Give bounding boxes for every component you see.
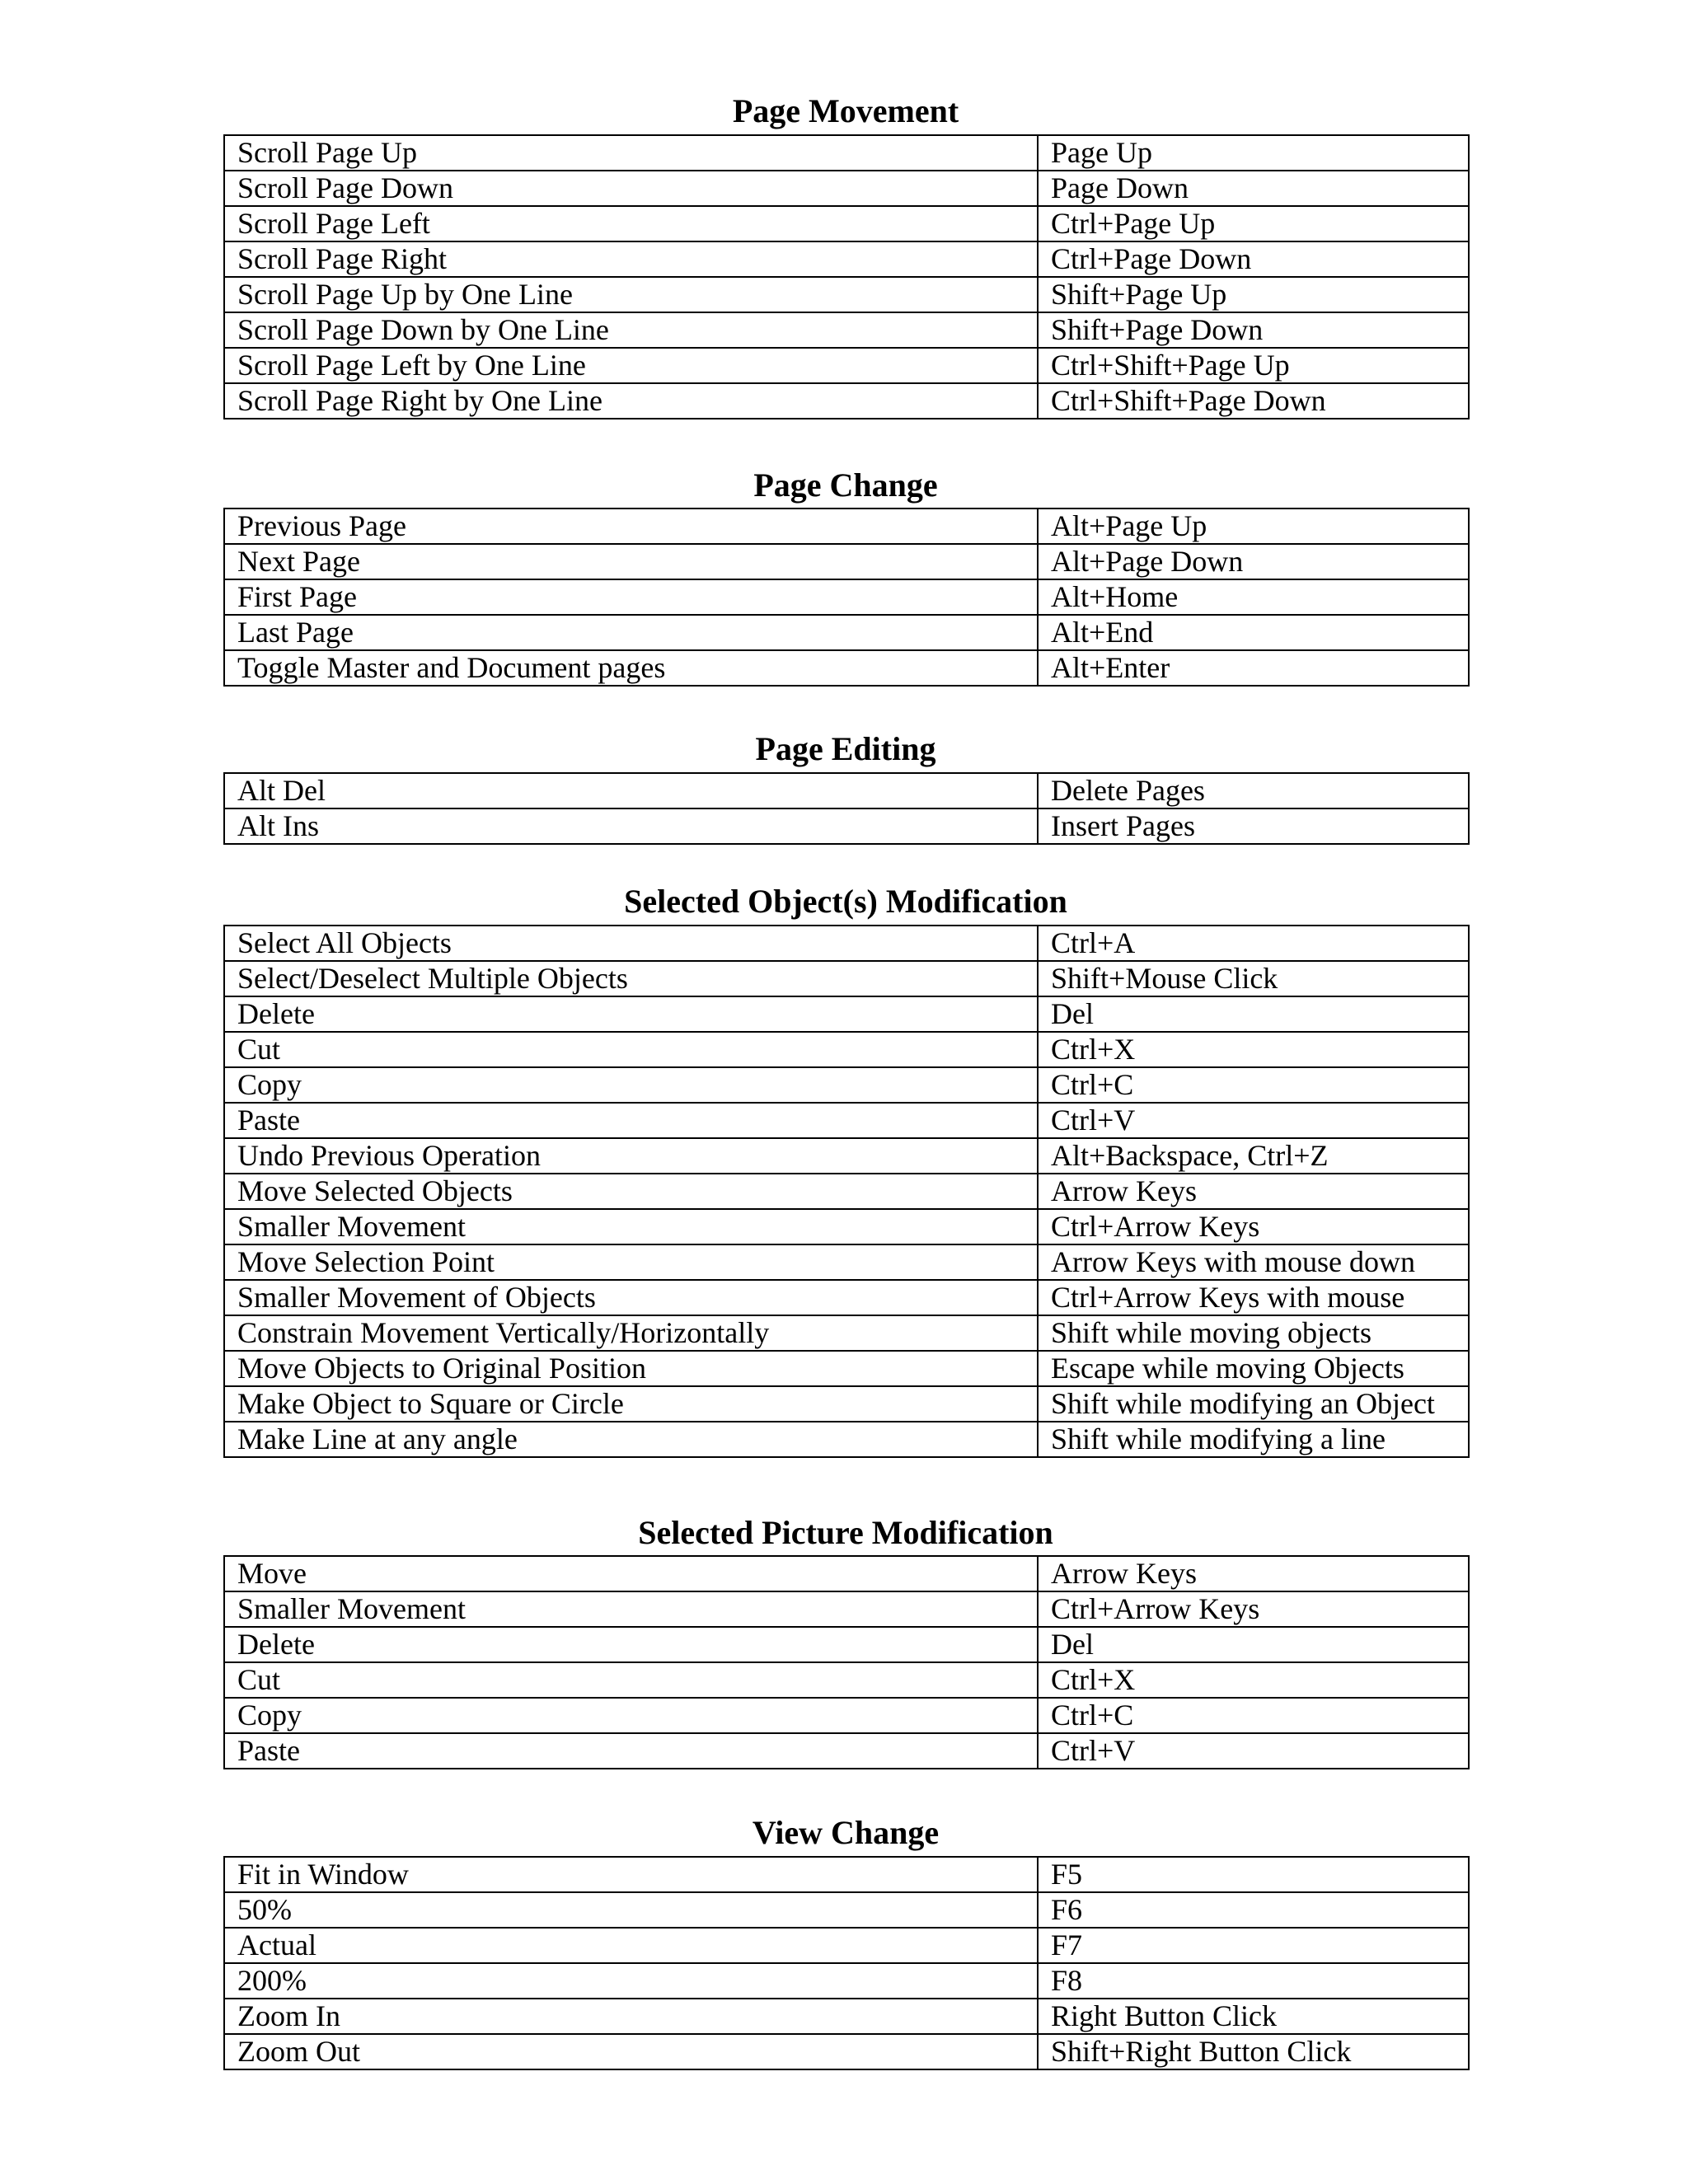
action-cell: Scroll Page Down [224, 171, 1038, 206]
action-cell: Alt Ins [224, 808, 1038, 844]
action-cell: Move Objects to Original Position [224, 1351, 1038, 1386]
table-row [224, 277, 1469, 312]
shortcut-cell: F7 [1038, 1928, 1469, 1963]
table-row [224, 1662, 1469, 1698]
action-cell: Actual [224, 1928, 1038, 1963]
shortcut-cell: Alt+Page Up [1038, 509, 1469, 544]
section-title: Page Change [753, 466, 938, 504]
table-row [224, 1138, 1469, 1174]
action-cell: Scroll Page Up [224, 135, 1038, 171]
table-row [224, 1591, 1469, 1627]
shortcut-cell: Ctrl+A [1038, 926, 1469, 961]
action-cell: Move [224, 1556, 1038, 1591]
shortcut-cell: Shift+Page Up [1038, 277, 1469, 312]
table-row [224, 996, 1469, 1032]
shortcut-cell: Delete Pages [1038, 773, 1469, 808]
table-row [224, 808, 1469, 844]
action-cell: Alt Del [224, 773, 1038, 808]
shortcut-cell: Ctrl+Page Down [1038, 241, 1469, 277]
shortcut-cell: Arrow Keys [1038, 1556, 1469, 1591]
action-cell: Scroll Page Left [224, 206, 1038, 241]
table-row [224, 1103, 1469, 1138]
action-cell: Paste [224, 1733, 1038, 1769]
table-row [224, 1698, 1469, 1733]
section-title: View Change [752, 1814, 940, 1851]
action-cell: Move Selected Objects [224, 1174, 1038, 1209]
action-cell: Toggle Master and Document pages [224, 650, 1038, 686]
shortcut-cell: Arrow Keys with mouse down [1038, 1244, 1469, 1280]
shortcut-table [223, 508, 1470, 687]
shortcut-cell: Shift while modifying an Object [1038, 1386, 1469, 1422]
action-cell: Fit in Window [224, 1857, 1038, 1892]
action-cell: Scroll Page Right [224, 241, 1038, 277]
table-row [224, 241, 1469, 277]
action-cell: Make Line at any angle [224, 1422, 1038, 1457]
table-row [224, 1280, 1469, 1315]
shortcut-cell: Shift+Mouse Click [1038, 961, 1469, 996]
table-row [224, 509, 1469, 544]
table-row [224, 926, 1469, 961]
shortcut-cell: F8 [1038, 1963, 1469, 1999]
shortcut-table [223, 1856, 1470, 2070]
shortcut-cell: Ctrl+X [1038, 1662, 1469, 1698]
table-row [224, 961, 1469, 996]
shortcut-cell: Ctrl+Shift+Page Down [1038, 383, 1469, 419]
action-cell: Scroll Page Up by One Line [224, 277, 1038, 312]
shortcut-table [223, 134, 1470, 419]
shortcut-cell: Ctrl+Page Up [1038, 206, 1469, 241]
table-row [224, 206, 1469, 241]
shortcut-cell: Ctrl+C [1038, 1067, 1469, 1103]
shortcut-cell: Shift while moving objects [1038, 1315, 1469, 1351]
section-title: Selected Object(s) Modification [624, 883, 1067, 920]
shortcut-cell: Alt+Enter [1038, 650, 1469, 686]
shortcut-cell: Ctrl+C [1038, 1698, 1469, 1733]
table-row [224, 312, 1469, 348]
table-row [224, 1067, 1469, 1103]
table-row [224, 773, 1469, 808]
shortcut-cell: Escape while moving Objects [1038, 1351, 1469, 1386]
shortcut-cell: F6 [1038, 1892, 1469, 1928]
table-row [224, 348, 1469, 383]
action-cell: Zoom Out [224, 2034, 1038, 2069]
action-cell: Copy [224, 1067, 1038, 1103]
action-cell: 200% [224, 1963, 1038, 1999]
section-title: Selected Picture Modification [638, 1514, 1053, 1551]
shortcut-cell: Ctrl+X [1038, 1032, 1469, 1067]
table-row [224, 383, 1469, 419]
shortcut-cell: Del [1038, 996, 1469, 1032]
table-row [224, 1556, 1469, 1591]
table-row [224, 615, 1469, 650]
table-row [224, 1032, 1469, 1067]
table-row [224, 135, 1469, 171]
action-cell: Delete [224, 996, 1038, 1032]
table-row [224, 1244, 1469, 1280]
table-row [224, 1386, 1469, 1422]
shortcut-cell: Ctrl+Shift+Page Up [1038, 348, 1469, 383]
shortcut-cell: Page Down [1038, 171, 1469, 206]
action-cell: Smaller Movement [224, 1591, 1038, 1627]
shortcut-cell: Ctrl+V [1038, 1733, 1469, 1769]
shortcut-cell: Shift+Page Down [1038, 312, 1469, 348]
table-row [224, 1733, 1469, 1769]
shortcut-cell: Ctrl+Arrow Keys [1038, 1209, 1469, 1244]
action-cell: Select/Deselect Multiple Objects [224, 961, 1038, 996]
section-title: Page Movement [732, 92, 959, 129]
shortcut-cell: Ctrl+V [1038, 1103, 1469, 1138]
table-row [224, 171, 1469, 206]
shortcut-cell: Alt+Home [1038, 579, 1469, 615]
table-row [224, 1315, 1469, 1351]
action-cell: 50% [224, 1892, 1038, 1928]
table-row [224, 1627, 1469, 1662]
shortcut-cell: Insert Pages [1038, 808, 1469, 844]
shortcut-cell: Alt+Backspace, Ctrl+Z [1038, 1138, 1469, 1174]
shortcut-cell: Right Button Click [1038, 1999, 1469, 2034]
action-cell: Paste [224, 1103, 1038, 1138]
shortcut-table [223, 925, 1470, 1458]
table-row [224, 1857, 1469, 1892]
action-cell: Scroll Page Right by One Line [224, 383, 1038, 419]
table-row [224, 1174, 1469, 1209]
action-cell: Scroll Page Down by One Line [224, 312, 1038, 348]
shortcut-cell: F5 [1038, 1857, 1469, 1892]
action-cell: Smaller Movement [224, 1209, 1038, 1244]
shortcut-cell: Del [1038, 1627, 1469, 1662]
shortcut-cell: Ctrl+Arrow Keys [1038, 1591, 1469, 1627]
action-cell: Select All Objects [224, 926, 1038, 961]
action-cell: Cut [224, 1662, 1038, 1698]
table-row [224, 1928, 1469, 1963]
action-cell: Delete [224, 1627, 1038, 1662]
shortcut-cell: Alt+Page Down [1038, 544, 1469, 579]
table-row [224, 544, 1469, 579]
section-title: Page Editing [755, 730, 936, 767]
shortcut-cell: Alt+End [1038, 615, 1469, 650]
action-cell: Smaller Movement of Objects [224, 1280, 1038, 1315]
shortcut-cell: Arrow Keys [1038, 1174, 1469, 1209]
table-row [224, 1422, 1469, 1457]
table-row [224, 650, 1469, 686]
shortcut-table [223, 1555, 1470, 1769]
table-row [224, 1963, 1469, 1999]
action-cell: Constrain Movement Vertically/Horizontally [224, 1315, 1038, 1351]
table-row [224, 1892, 1469, 1928]
table-row [224, 1999, 1469, 2034]
shortcut-cell: Page Up [1038, 135, 1469, 171]
action-cell: Zoom In [224, 1999, 1038, 2034]
table-row [224, 2034, 1469, 2069]
table-row [224, 1351, 1469, 1386]
action-cell: Undo Previous Operation [224, 1138, 1038, 1174]
action-cell: Previous Page [224, 509, 1038, 544]
table-row [224, 579, 1469, 615]
action-cell: Next Page [224, 544, 1038, 579]
shortcut-cell: Ctrl+Arrow Keys with mouse [1038, 1280, 1469, 1315]
action-cell: Copy [224, 1698, 1038, 1733]
action-cell: Move Selection Point [224, 1244, 1038, 1280]
shortcut-cell: Shift+Right Button Click [1038, 2034, 1469, 2069]
shortcut-table [223, 772, 1470, 845]
action-cell: Make Object to Square or Circle [224, 1386, 1038, 1422]
table-row [224, 1209, 1469, 1244]
action-cell: First Page [224, 579, 1038, 615]
action-cell: Cut [224, 1032, 1038, 1067]
action-cell: Last Page [224, 615, 1038, 650]
shortcut-cell: Shift while modifying a line [1038, 1422, 1469, 1457]
action-cell: Scroll Page Left by One Line [224, 348, 1038, 383]
